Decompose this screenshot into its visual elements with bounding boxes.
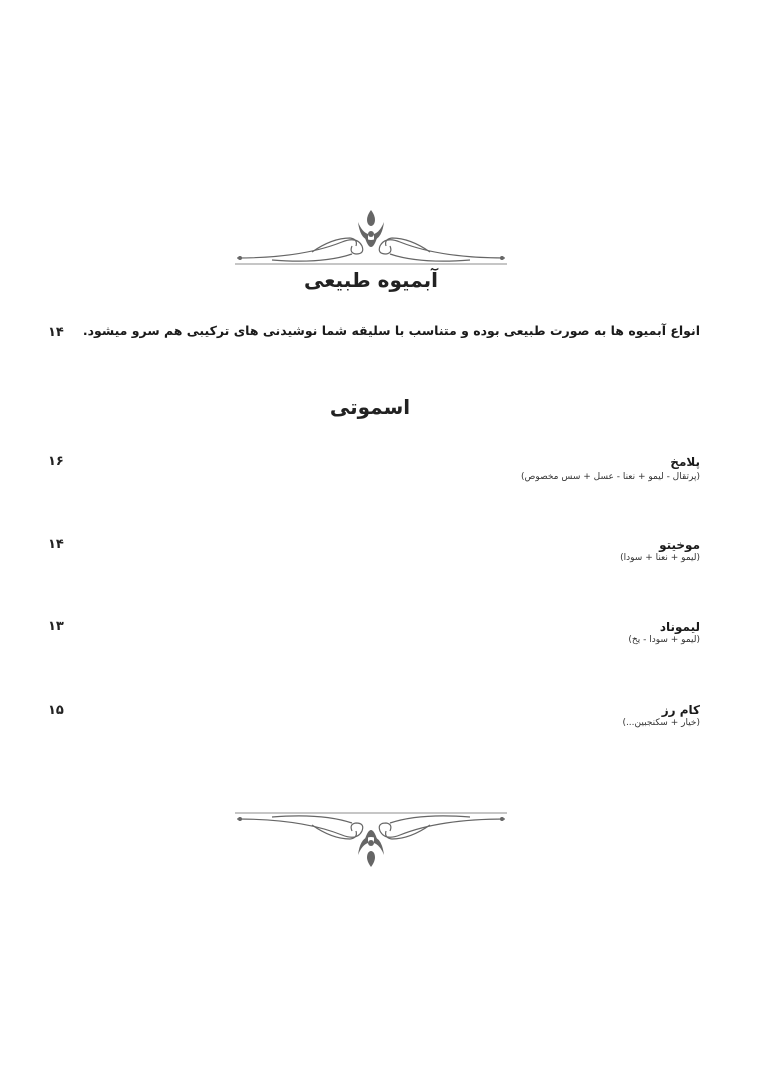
top-flourish-ornament: [232, 208, 510, 272]
natural-juice-description: انواع آبمیوه ها به صورت طبیعی بوده و متناسب با سلیقه شما نوشیدنی های ترکیبی هم سرو میشود.: [82, 323, 700, 338]
section-title-smoothie: اسموتی: [329, 395, 411, 419]
item-name: لیموناد: [659, 620, 700, 634]
item-name: کام رز: [661, 703, 700, 717]
section-title-natural-juice: آبمیوه طبیعی: [304, 268, 438, 292]
item-name: پلامخ: [670, 455, 700, 469]
item-price: ۱۵: [48, 703, 64, 718]
item-price: ۱۶: [48, 454, 64, 469]
item-description: (پرتقال - لیمو + نعنا - عسل + سس مخصوص): [521, 472, 700, 482]
item-name: موخیتو: [659, 538, 700, 552]
item-description: (خیار + سکنجبین...): [622, 718, 700, 728]
bottom-flourish-ornament: [232, 805, 510, 869]
item-price: ۱۴: [48, 537, 64, 552]
item-description: (لیمو + نعنا + سودا): [620, 553, 700, 563]
natural-juice-price: ۱۴: [48, 325, 64, 340]
item-description: (لیمو + سودا - یخ): [628, 635, 700, 645]
item-price: ۱۳: [48, 619, 64, 634]
